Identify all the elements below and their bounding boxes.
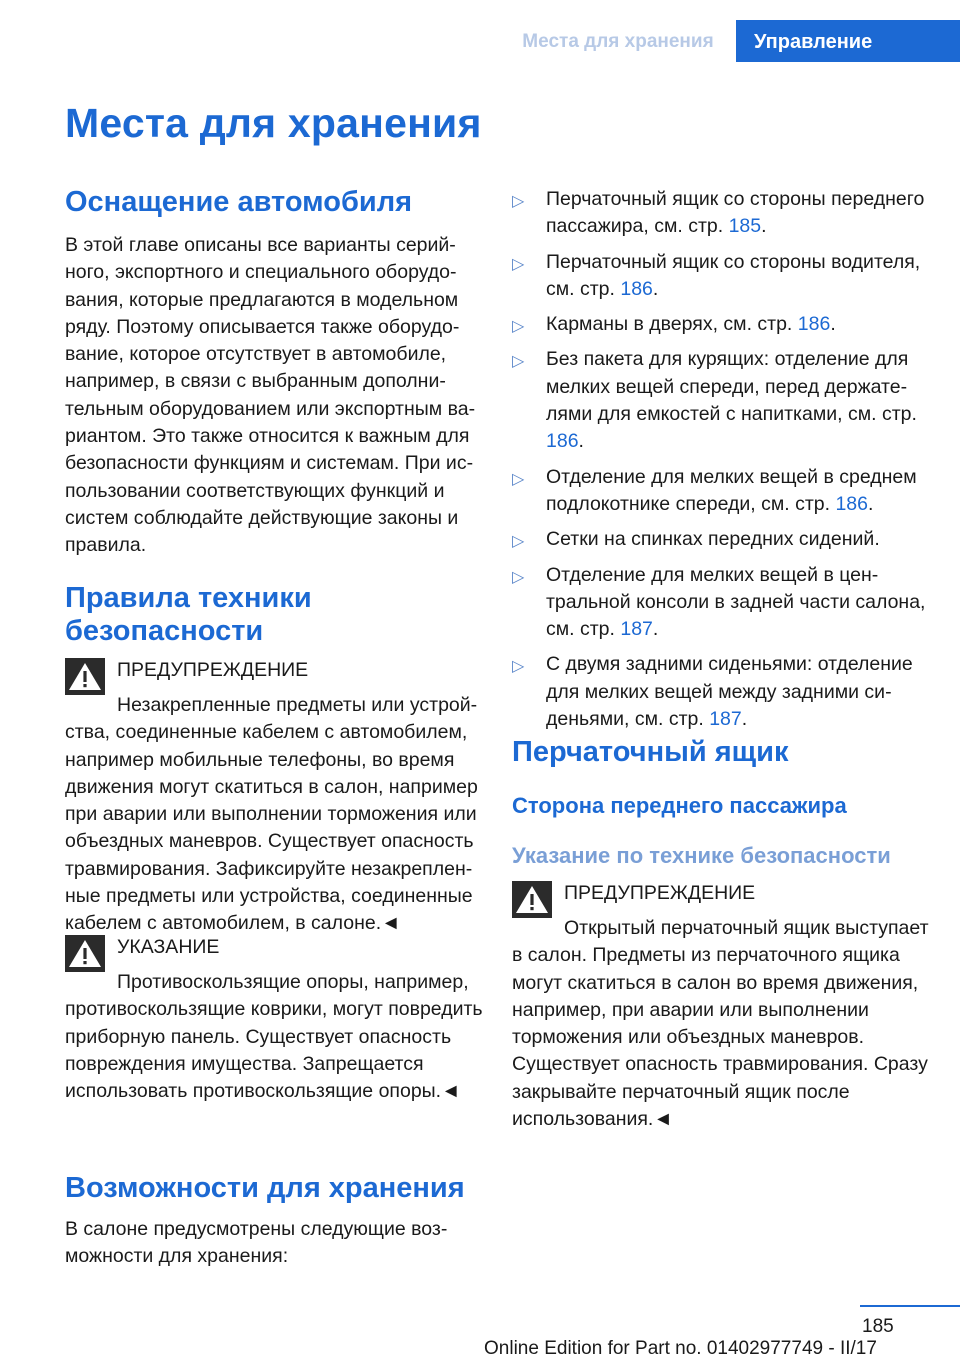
warning-triangle-icon — [65, 658, 105, 695]
equipment-text: В этой главе описаны все варианты серийного, экспортного и специального оборудования, которые предлагаются в модельном ряду. Поэтому описывается также оборудование, которое отсутствует в автомобиле, например, в связи с выбранным дополнительным оборудованием или экспортным вариантом. Это также относится к важным для безопасности функциям и системам. При использовании соответствующих функций и систем соблюдайте действующие законы и правила. — [65, 234, 476, 557]
list-item-text: Карманы в дверях, см. стр. — [546, 313, 798, 336]
page-reference-link[interactable]: 186 — [620, 277, 653, 300]
storage-text: В салоне предусмотрены следующие возможности для хранения: — [65, 1218, 448, 1268]
warning-text: Незакрепленные предметы или устройства, соединенные кабелем с автомобилем, например мобильные телефоны, во время движения могут скатиться в салон, например при аварии или выполнении торможения или объездных маневров. Существует опасность травмирования. Зафиксируйте незакрепленные предметы или устройства, соединенные кабелем с автомобилем, в салоне.◄ — [65, 694, 478, 935]
storage-list — [512, 186, 932, 741]
heading-storage: Возможности для хранения — [65, 1172, 465, 1204]
list-item-end: . — [761, 215, 767, 238]
list-item-text: Перчаточный ящик со стороны водителя, см. стр. — [546, 250, 921, 300]
glovebox-warning-title: ПРЕДУПРЕЖДЕНИЕ — [564, 882, 756, 904]
heading-equipment: Оснащение автомобиля — [65, 186, 413, 218]
page-reference-link[interactable]: 187 — [709, 708, 742, 731]
list-item-end: . — [830, 313, 836, 336]
header-chapter-tab: Управление — [736, 20, 960, 62]
heading-glovebox: Перчаточный ящик — [512, 736, 789, 768]
heading-safety: Правила техники безопасности — [65, 582, 312, 647]
triangle-bullet-icon: ▷ — [512, 353, 525, 371]
heading-passenger-side: Сторона переднего пассажира — [512, 793, 847, 818]
list-item — [512, 464, 932, 519]
edition-note: Online Edition for Part no. 01402977749 - II/17 — [484, 1338, 877, 1359]
list-item — [512, 311, 932, 338]
page-reference-link[interactable]: 186 — [797, 313, 831, 336]
page-number: 185 — [862, 1316, 894, 1337]
page-header — [0, 20, 960, 62]
list-item-text: Без пакета для курящих: отделение для мелких вещей спереди, перед держателями для емкостей с напитками, см. стр. — [546, 348, 917, 426]
page-title: Места для хранения — [65, 100, 482, 146]
list-item-text: Отделение для мелких вещей в среднем подлокотнике спереди, см. стр. — [546, 465, 917, 515]
list-item-end: . — [652, 618, 659, 641]
triangle-bullet-icon: ▷ — [512, 470, 525, 488]
triangle-bullet-icon: ▷ — [512, 658, 525, 676]
list-item — [512, 526, 932, 553]
list-item — [512, 562, 932, 644]
page-reference-link[interactable]: 186 — [546, 430, 579, 453]
triangle-bullet-icon: ▷ — [512, 255, 525, 273]
list-item — [512, 346, 932, 455]
warning-triangle-icon — [65, 935, 105, 972]
triangle-bullet-icon: ▷ — [512, 193, 525, 210]
warning-triangle-icon — [512, 881, 552, 918]
list-item — [512, 249, 932, 304]
list-item-end: . — [741, 708, 748, 731]
list-item-end: . — [652, 277, 659, 300]
list-item-end: . — [578, 430, 584, 453]
heading-safety-notice: Указание по технике безопасности — [512, 843, 891, 868]
list-item — [512, 651, 932, 733]
triangle-bullet-icon: ▷ — [512, 568, 525, 586]
page-reference-link[interactable]: 185 — [728, 215, 762, 238]
triangle-bullet-icon: ▷ — [512, 318, 525, 336]
footer-rule — [860, 1305, 960, 1307]
list-item-text: Сетки на спинках передних сидений. — [546, 528, 880, 551]
triangle-bullet-icon: ▷ — [512, 533, 525, 551]
header-section-title: Места для хранения — [522, 31, 714, 52]
list-item-text: С двумя задними сиденьями: отделение для мелких вещей между задними сиденьями, см. стр. — [546, 653, 913, 731]
list-item — [512, 186, 932, 241]
list-item-text: Перчаточный ящик со стороны переднего пассажира, см. стр. — [546, 188, 925, 238]
glovebox-warning-text: Открытый перчаточный ящик выступает в салон. Предметы из перчаточного ящика могут скатиться в салон во время движения, например, при аварии или выполнении торможения или объездных маневров. Существует опасность травмирования. Сразу закрывайте перчаточный ящик после использования.◄ — [512, 917, 929, 1131]
notice-text: Противоскользящие опоры, например, противоскользящие коврики, могут повредить приборную панель. Существует опасность повреждения имущества. Запрещается использовать противоскользящие опоры.◄ — [65, 971, 483, 1103]
list-item-text: Отделение для мелких вещей в центральной консоли в задней части салона, см. стр. — [546, 563, 926, 641]
page-reference-link[interactable]: 186 — [835, 492, 868, 515]
page-reference-link[interactable]: 187 — [620, 618, 653, 641]
notice-title: УКАЗАНИЕ — [117, 936, 220, 958]
list-item-end: . — [868, 492, 874, 515]
warning-title: ПРЕДУПРЕЖДЕНИЕ — [117, 659, 309, 681]
